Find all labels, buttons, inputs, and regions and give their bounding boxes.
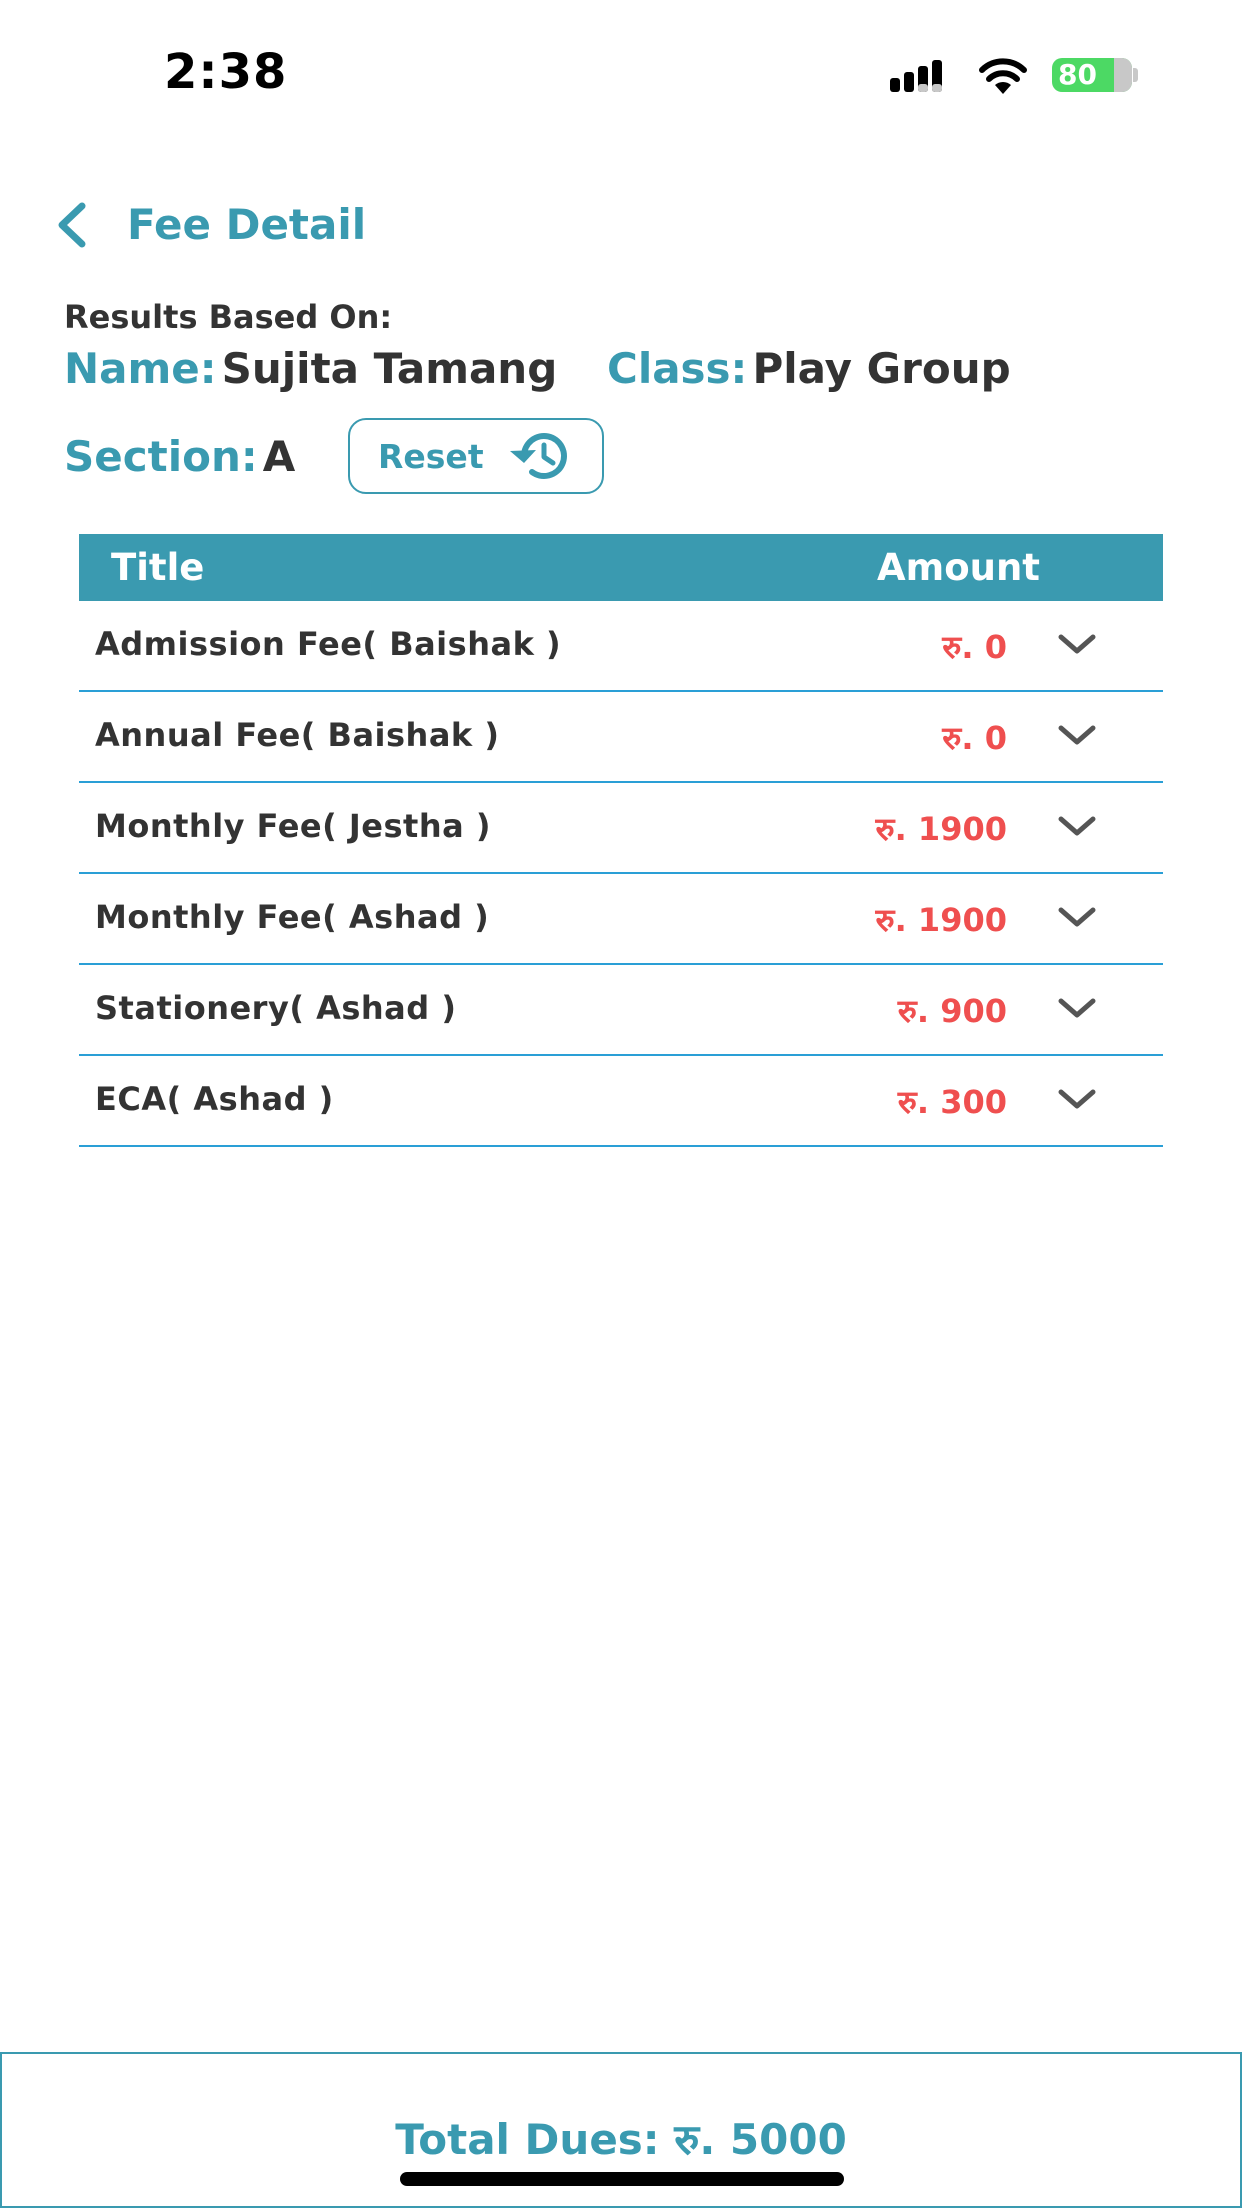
table-row[interactable] — [79, 1056, 1163, 1147]
table-header — [79, 534, 1163, 601]
reset-label: Reset — [378, 436, 484, 476]
chevron-down-icon[interactable] — [1057, 993, 1097, 1023]
battery-icon — [1052, 58, 1132, 92]
results-based-on-label: Results Based On: — [64, 298, 393, 336]
fee-amount: रु. 300 — [897, 1083, 1007, 1121]
section-label: Section: — [64, 432, 258, 481]
class-value: Play Group — [752, 344, 1011, 393]
fee-title: ECA( Ashad ) — [95, 1080, 334, 1118]
name-value: Sujita Tamang — [221, 344, 558, 393]
history-icon — [506, 429, 574, 483]
class-label: Class: — [607, 344, 748, 393]
chevron-down-icon[interactable] — [1057, 1084, 1097, 1114]
section-value: A — [262, 432, 296, 481]
table-row[interactable] — [79, 874, 1163, 965]
column-header-title: Title — [111, 546, 205, 589]
status-time: 2:38 — [164, 44, 288, 100]
fee-title: Stationery( Ashad ) — [95, 989, 457, 1027]
reset-button[interactable] — [348, 418, 604, 494]
table-row[interactable] — [79, 601, 1163, 692]
table-row[interactable] — [79, 783, 1163, 874]
battery-tip — [1133, 68, 1138, 82]
page-title: Fee Detail — [127, 200, 367, 249]
back-chevron-icon[interactable] — [52, 200, 92, 250]
chevron-down-icon[interactable] — [1057, 811, 1097, 841]
name-filter — [64, 344, 557, 393]
fee-amount: रु. 0 — [942, 628, 1007, 666]
table-row[interactable] — [79, 965, 1163, 1056]
section-filter — [64, 432, 295, 481]
chevron-down-icon[interactable] — [1057, 720, 1097, 750]
column-header-amount: Amount — [877, 546, 1040, 589]
table-row[interactable] — [79, 692, 1163, 783]
fee-table — [79, 534, 1163, 1147]
name-label: Name: — [64, 344, 217, 393]
class-filter — [607, 344, 1011, 393]
fee-amount: रु. 1900 — [875, 810, 1007, 848]
wifi-icon — [978, 56, 1028, 96]
home-indicator[interactable] — [400, 2172, 844, 2186]
total-dues: Total Dues: रु. 5000 — [395, 2115, 847, 2164]
fee-amount: रु. 900 — [897, 992, 1007, 1030]
fee-title: Monthly Fee( Jestha ) — [95, 807, 491, 845]
fee-amount: रु. 1900 — [875, 901, 1007, 939]
chevron-down-icon[interactable] — [1057, 629, 1097, 659]
fee-amount: रु. 0 — [942, 719, 1007, 757]
battery-level: 80 — [1058, 58, 1097, 91]
cellular-signal-icon — [890, 58, 952, 94]
chevron-down-icon[interactable] — [1057, 902, 1097, 932]
fee-title: Admission Fee( Baishak ) — [95, 625, 562, 663]
fee-title: Monthly Fee( Ashad ) — [95, 898, 490, 936]
fee-title: Annual Fee( Baishak ) — [95, 716, 500, 754]
